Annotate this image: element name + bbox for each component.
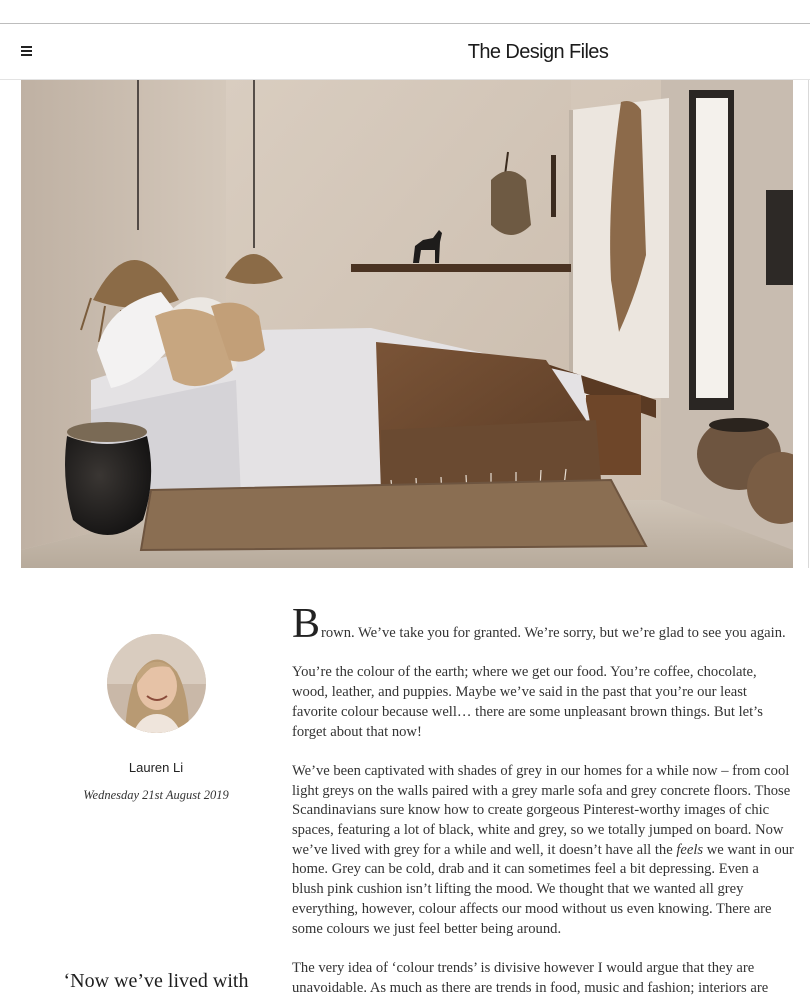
author-portrait: [107, 634, 206, 733]
hero-right-border: [808, 80, 809, 568]
site-header: [0, 25, 810, 80]
author-name[interactable]: Lauren Li: [128, 760, 184, 775]
drop-cap: B: [292, 601, 321, 647]
paragraph-3-text-b: we want in our home. Grey can be cold, drab and it can sometimes feel a bit depressing. Even a blush pink cushion isn’t lifting the mood. We thought that we wanted all grey everything, however, colour affects our mood without us even knowing. There are some colours we just feel better being around.: [292, 841, 794, 937]
article-paragraph-3: [292, 762, 794, 939]
bedroom-photo: [21, 80, 793, 568]
paragraph-3-emphasis: feels: [676, 841, 704, 858]
pull-quote: ‘Now we’ve lived with: [63, 970, 249, 992]
site-logo-link[interactable]: The Design Files: [467, 41, 609, 63]
post-date: Wednesday 21st August 2019: [83, 788, 229, 802]
paragraph-1-text: rown. We’ve take you for granted. We’re sorry, but we’re glad to see you again.: [321, 625, 786, 641]
hero-image: [21, 80, 793, 568]
site-logo: [0, 41, 810, 64]
article-paragraph-4: The very idea of ‘colour trends’ is divisive however I would argue that they are unavoidable. As much as there are trends in food, music and fashion; interiors are: [292, 959, 769, 996]
author-avatar[interactable]: [107, 634, 206, 733]
article-body: [292, 601, 794, 1000]
article-paragraph-1: [292, 601, 794, 647]
paragraph-3-text-a: We’ve been captivated with shades of grey in our homes for a while now – from cool light greys on the walls paired with a grey marle sofa and grey concrete floors. Those Scandinavians sure know how to create gorgeous Pinterest-worthy images of chic spaces, featuring a lot of black, white and grey, so we totally jumped on board. Now we’ve lived with grey for a while and well, it doesn’t have all the: [292, 762, 791, 858]
article-paragraph-2: You’re the colour of the earth; where we get our food. You’re coffee, chocolate, wood, leather, and puppies. Maybe we’ve said in the past that you’re our least favorite colour because well… there are some unpleasant brown things. But let’s forget about that now!: [292, 664, 763, 740]
browser-top-strip: [0, 0, 810, 24]
